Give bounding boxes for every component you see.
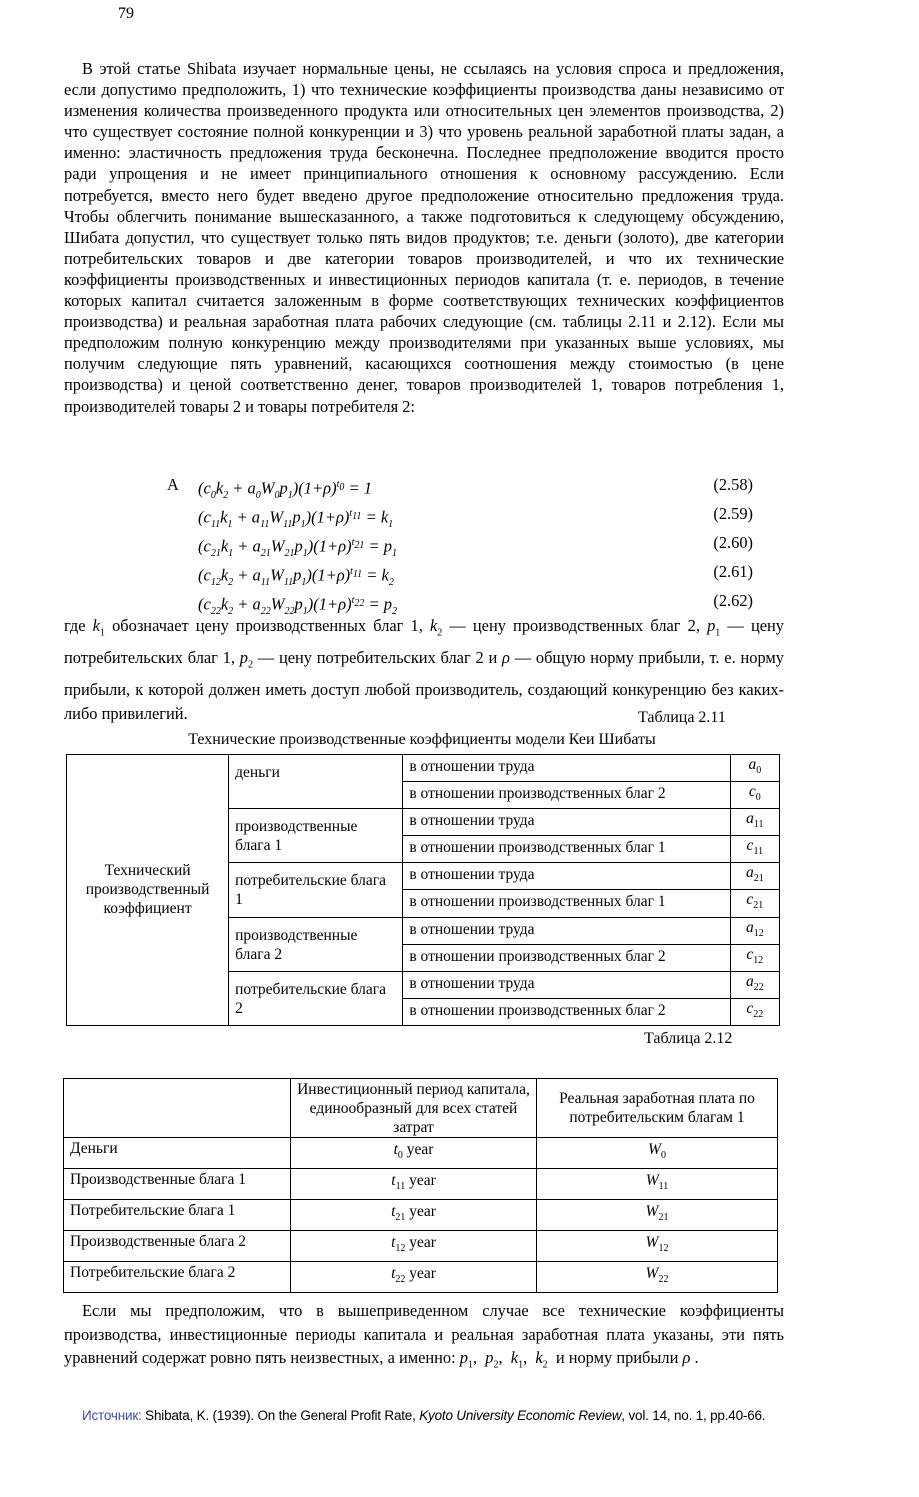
equation-2-59	[64, 499, 784, 528]
table-header-real-wage: Реальная заработная плата по потребительским благам 1	[537, 1079, 778, 1138]
table-cell-desc: в отношении труда	[403, 917, 730, 944]
conclusion-text: и норму	[555, 1348, 613, 1367]
paragraph-definitions: где $k_1$ обозначает цену производственных благ 1, $k_2$ — цену производственных благ 2, $p_1$ — цену потребительских благ 1, $p_2$ — цену потребительских благ 2 и ρ — общую норму прибыли, т. е. норму прибыли, к которой должен иметь доступ любой производитель, создающий конкуренцию без каких-либо привилегий.	[64, 616, 784, 724]
equation-formula: $(c_{12}k_2 + a_{11}W_{11}p_1)(1+\rho)^{t_{11}} = k_2$	[198, 565, 394, 588]
table-row-label: Потребительские блага 1	[64, 1200, 291, 1231]
table-row	[64, 1138, 778, 1169]
equation-formula: $(c_{21}k_1 + a_{21}W_{21}p_1)(1+\rho)^{t_{21}} = p_1$	[198, 536, 398, 559]
table-header-investment-period: Инвестиционный период капитала, единообразный для всех статей затрат	[291, 1079, 537, 1138]
table-row-header: Технический производственный коэффициент	[67, 755, 229, 1026]
equation-number: (2.62)	[713, 591, 753, 610]
equation-number: (2.59)	[713, 504, 753, 523]
table-cell-desc: в отношении производственных благ 1	[403, 836, 730, 863]
table-cell-desc: в отношении производственных благ 2	[403, 998, 730, 1025]
table-cell-desc: в отношении труда	[403, 863, 730, 890]
definitions-text: — цену производственных благ 2,	[449, 616, 700, 635]
conclusion-text: Если мы предположим, что в вышеприведенном случае все технические коэффициенты производства, инвестиционные периоды капитала и реальная заработная плата указаны, эти пять уравнений содержат ровно пять неизвестных, а именно:	[64, 1301, 784, 1367]
table-cell-symbol: $c_{22}$	[730, 998, 779, 1025]
table-2-11-title: Технические производственные коэффициенты модели Кеи Шибаты	[188, 731, 656, 748]
table-header-empty	[64, 1079, 291, 1138]
table-cell-symbol: $c_{12}$	[730, 944, 779, 971]
conclusion-text: прибыли	[616, 1348, 679, 1367]
table-group-label: деньги	[229, 755, 403, 809]
table-cell-wage: $W_{12}$	[537, 1231, 778, 1262]
equation-formula: $(c_{11}k_1 + a_{11}W_{11}p_1)(1+\rho)^{t_{11}} = k_1$	[198, 507, 394, 530]
table-cell-symbol: $c_0$	[730, 782, 779, 809]
table-row-label: Деньги	[64, 1138, 291, 1169]
table-cell-period: $t_0$ year	[291, 1138, 537, 1169]
table-cell-period: $t_{12}$ year	[291, 1231, 537, 1262]
table-row	[64, 1262, 778, 1293]
table-cell-period: $t_{21}$ year	[291, 1200, 537, 1231]
table-2-12	[63, 1078, 778, 1293]
definitions-text: — общую норму прибыли, т. е. норму прибыли, к которой должен иметь доступ любой производитель, создающий конкуренцию без каких-либо привилегий.	[64, 647, 784, 724]
table-cell-symbol: $c_{21}$	[730, 890, 779, 917]
table-cell-desc: в отношении производственных благ 2	[403, 782, 730, 809]
equation-formula: $(c_0k_2 + a_0W_0p_1)(1+\rho)^{t_0} = 1$	[198, 478, 373, 501]
table-cell-desc: в отношении труда	[403, 755, 730, 782]
table-row	[64, 1200, 778, 1231]
table-cell-period: $t_{22}$ year	[291, 1262, 537, 1293]
table-cell-symbol: $a_{12}$	[730, 917, 779, 944]
table-cell-symbol: $a_{11}$	[730, 809, 779, 836]
table-2-11	[66, 754, 780, 1026]
equation-2-61	[64, 557, 784, 586]
source-text-after: , vol. 14, no. 1, pp.40-66.	[621, 1408, 766, 1423]
table-cell-desc: в отношении производственных благ 2	[403, 944, 730, 971]
table-cell-symbol: $a_{22}$	[730, 971, 779, 998]
definitions-text: обозначает цену производственных благ 1,	[112, 616, 423, 635]
equation-number: (2.61)	[713, 562, 753, 581]
table-group-label: производственные блага 1	[229, 809, 403, 863]
table-cell-symbol: $a_0$	[730, 755, 779, 782]
equation-block	[64, 470, 784, 615]
equation-2-58	[64, 470, 784, 499]
source-label: Источник:	[82, 1408, 142, 1423]
table-cell-wage: $W_0$	[537, 1138, 778, 1169]
table-row-label: Производственные блага 2	[64, 1231, 291, 1262]
source-citation	[82, 1408, 765, 1423]
paragraph-conclusion: Если мы предположим, что в вышеприведенном случае все технические коэффициенты производства, инвестиционные периоды капитала и реальная заработная плата указаны, эти пять уравнений содержат ровно пять неизвестных, а именно: $p_1$, $p_2$, $k_1$, $k_2$ и норму прибыли ρ .	[64, 1301, 784, 1371]
paragraph-intro	[64, 58, 784, 417]
definitions-text: — цену потребительских благ 2 и	[257, 647, 498, 667]
equation-2-60	[64, 528, 784, 557]
table-2-12-number: Таблица 2.12	[644, 1030, 733, 1047]
table-group-label: потребительские блага 1	[229, 863, 403, 917]
equation-system-letter: A	[167, 475, 179, 494]
definitions-text: — цену потребительских благ 1,	[64, 616, 784, 667]
table-row-label: Потребительские блага 2	[64, 1262, 291, 1293]
table-row	[64, 1231, 778, 1262]
table-cell-symbol: $a_{21}$	[730, 863, 779, 890]
table-cell-period: $t_{11}$ year	[291, 1169, 537, 1200]
table-group-label: потребительские блага 2	[229, 971, 403, 1025]
table-2-11-number: Таблица 2.11	[638, 709, 726, 726]
table-cell-wage: $W_{22}$	[537, 1262, 778, 1293]
table-row-label: Производственные блага 1	[64, 1169, 291, 1200]
table-group-label: производственные блага 2	[229, 917, 403, 971]
equation-number: (2.58)	[713, 475, 753, 494]
equation-number: (2.60)	[713, 533, 753, 552]
equation-formula: $(c_{22}k_2 + a_{22}W_{22}p_1)(1+\rho)^{t_{22}} = p_2$	[198, 594, 398, 617]
definitions-text: где	[64, 616, 86, 635]
table-row	[64, 1169, 778, 1200]
table-cell-desc: в отношении труда	[403, 809, 730, 836]
source-text: Shibata, K. (1939). On the General Profit Rate,	[145, 1408, 416, 1423]
table-cell-wage: $W_{21}$	[537, 1200, 778, 1231]
paragraph-intro-text: В этой статье Shibata изучает нормальные цены, не ссылаясь на условия спроса и предложения, если допустимо предположить, 1) что технические коэффициенты производства даны независимо от изменения количества произведенного продукта или относительных цен элементов производства, 2) что существует состояние полной конкуренции и 3) что уровень реальной заработной платы задан, а именно: эластичность предложения труда бесконечна. Последнее предположение вводится просто ради упрощения и не имеет принципиального отношения к основному рассуждению. Если потребуется, вместо него будет введено другое предположение относительно предложения труда. Чтобы облегчить понимание вышесказанного, а также подготовиться к следующему обсуждению, Шибата допустил, что существует только пять видов продуктов; т.е. деньги (золото), две категории потребительских товаров и две категории товаров производителей, и что их технические коэффициенты производственных и инвестиционных периодов капитала (т. е. периодов, в течение которых капитал считается заложенным в форме соответствующих технических коэффициентов производства) и реальная заработная плата рабочих следующие (см. таблицы 2.11 и 2.12). Если мы предположим полную конкуренцию между производителями при указанных выше условиях, мы получим следующие пять уравнений, касающихся соотношения между стоимостью (в цене производства) и ценой соответственно денег, товаров производителей 1, товаров потребления 1, производителей товары 2 и товары потребителя 2:	[64, 59, 784, 416]
equation-2-62	[64, 586, 784, 615]
table-cell-desc: в отношении труда	[403, 971, 730, 998]
source-journal: Kyoto University Economic Review	[419, 1408, 622, 1423]
table-cell-desc: в отношении производственных благ 1	[403, 890, 730, 917]
page-number: 79	[118, 5, 134, 22]
table-cell-wage: $W_{11}$	[537, 1169, 778, 1200]
table-cell-symbol: $c_{11}$	[730, 836, 779, 863]
